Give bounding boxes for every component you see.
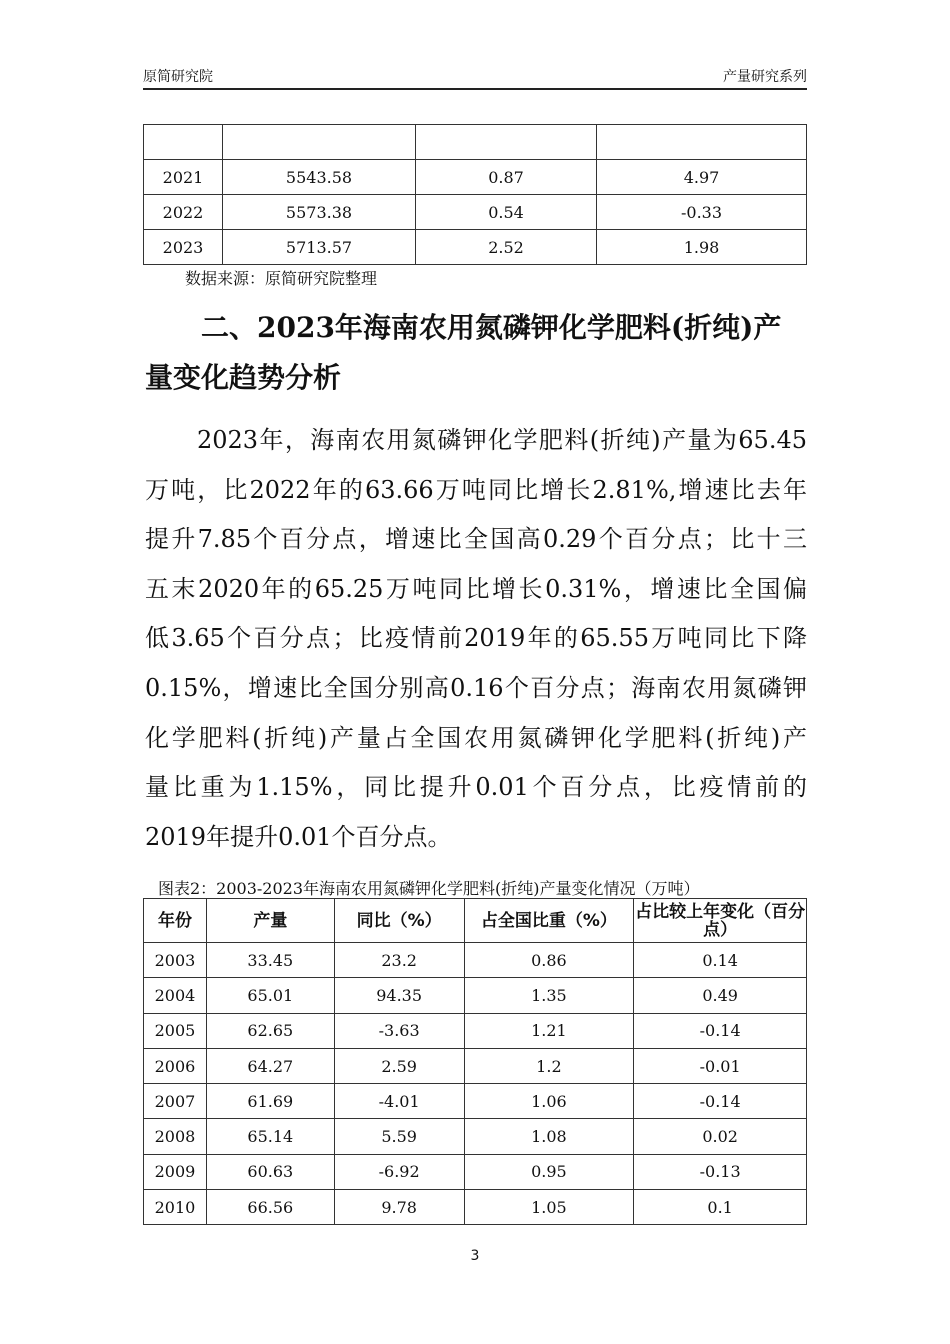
table-cell: 0.14 xyxy=(634,943,807,978)
table-cell: 0.86 xyxy=(464,943,634,978)
table-cell: 0.1 xyxy=(634,1190,807,1225)
paragraph-line: 化学肥料(折纯)产量占全国农用氮磷钾化学肥料(折纯)产 xyxy=(145,723,807,752)
table-cell: 0.95 xyxy=(464,1154,634,1189)
table-cell: 0.02 xyxy=(634,1119,807,1154)
table-cell: 1.21 xyxy=(464,1013,634,1048)
table-cell: 2006 xyxy=(144,1048,207,1083)
table-cell: 1.08 xyxy=(464,1119,634,1154)
hainan-production-table xyxy=(143,898,807,1225)
table-cell: 0.49 xyxy=(634,978,807,1013)
table-cell: 1.35 xyxy=(464,978,634,1013)
table-cell: 0.54 xyxy=(416,195,597,230)
table-cell: 5713.57 xyxy=(223,230,416,265)
table-cell: 23.2 xyxy=(334,943,464,978)
table-row xyxy=(144,978,807,1013)
table-cell: 1.98 xyxy=(597,230,807,265)
paragraph-line: 0.15%，增速比全国分别高0.16个百分点；海南农用氮磷钾 xyxy=(145,674,807,702)
table-cell: 62.65 xyxy=(206,1013,334,1048)
table-cell: 2.59 xyxy=(334,1048,464,1083)
paragraph-line: 五末2020年的65.25万吨同比增长0.31%，增速比全国偏 xyxy=(145,574,807,603)
table-cell: -6.92 xyxy=(334,1154,464,1189)
paragraph-line: 量比重为1.15%，同比提升0.01个百分点，比疫情前的 xyxy=(145,773,807,802)
page-number: 3 xyxy=(470,1248,480,1264)
table-cell: 60.63 xyxy=(206,1154,334,1189)
table-row xyxy=(144,1190,807,1225)
table-row xyxy=(144,1048,807,1083)
table-cell: -0.14 xyxy=(634,1084,807,1119)
table-cell: 4.97 xyxy=(597,160,807,195)
table-cell: -0.33 xyxy=(597,195,807,230)
table-cell xyxy=(597,125,807,160)
paragraph-line: 低3.65个百分点；比疫情前2019年的65.55万吨同比下降 xyxy=(145,624,807,653)
table-cell: 0.87 xyxy=(416,160,597,195)
national-production-table xyxy=(143,124,807,265)
paragraph-line: 2023年，海南农用氮磷钾化学肥料(折纯)产量为65.45 xyxy=(197,426,807,454)
header-rule xyxy=(143,88,807,90)
paragraph-line: 万吨，比2022年的63.66万吨同比增长2.81%,增速比去年 xyxy=(145,475,807,504)
section-heading-line-2: 量变化趋势分析 xyxy=(145,361,342,394)
table-cell: 65.01 xyxy=(206,978,334,1013)
table-cell: 2007 xyxy=(144,1084,207,1119)
section-heading-line-1: 二、2023年海南农用氮磷钾化学肥料(折纯)产 xyxy=(201,311,782,344)
table-cell: 33.45 xyxy=(206,943,334,978)
table-row xyxy=(144,230,807,265)
column-header: 年份 xyxy=(144,899,207,943)
column-header: 占全国比重（%） xyxy=(464,899,634,943)
table-cell: 5573.38 xyxy=(223,195,416,230)
table-cell: -0.13 xyxy=(634,1154,807,1189)
table-cell: 2.52 xyxy=(416,230,597,265)
table-cell: 2022 xyxy=(144,195,223,230)
column-header: 占比较上年变化（百分点） xyxy=(634,899,807,943)
table-cell: 2008 xyxy=(144,1119,207,1154)
table-cell: 2021 xyxy=(144,160,223,195)
table-row xyxy=(144,1084,807,1119)
column-header: 产量 xyxy=(206,899,334,943)
header-right: 产量研究系列 xyxy=(723,69,807,85)
table-cell: 5543.58 xyxy=(223,160,416,195)
table-cell: 2010 xyxy=(144,1190,207,1225)
table-cell: -3.63 xyxy=(334,1013,464,1048)
table-cell xyxy=(144,125,223,160)
table-row xyxy=(144,943,807,978)
table-row xyxy=(144,125,807,160)
table-cell xyxy=(223,125,416,160)
table-cell: 64.27 xyxy=(206,1048,334,1083)
table-cell: 65.14 xyxy=(206,1119,334,1154)
table-cell: 66.56 xyxy=(206,1190,334,1225)
table-cell: -0.14 xyxy=(634,1013,807,1048)
header-left: 原简研究院 xyxy=(143,69,213,85)
table-cell: -4.01 xyxy=(334,1084,464,1119)
table-cell: 2023 xyxy=(144,230,223,265)
table-cell: 9.78 xyxy=(334,1190,464,1225)
table-cell: 2009 xyxy=(144,1154,207,1189)
table-cell: 61.69 xyxy=(206,1084,334,1119)
paragraph-line: 提升7.85个百分点，增速比全国高0.29个百分点；比十三 xyxy=(145,525,807,554)
table-cell: 5.59 xyxy=(334,1119,464,1154)
table-cell: 2004 xyxy=(144,978,207,1013)
column-header: 同比（%） xyxy=(334,899,464,943)
table-row xyxy=(144,195,807,230)
table-cell: 1.05 xyxy=(464,1190,634,1225)
table-row xyxy=(144,1013,807,1048)
table-cell: -0.01 xyxy=(634,1048,807,1083)
table-row xyxy=(144,1154,807,1189)
table-cell: 2003 xyxy=(144,943,207,978)
data-source-note: 数据来源：原简研究院整理 xyxy=(185,269,378,288)
table-cell: 1.06 xyxy=(464,1084,634,1119)
table-caption: 图表2：2003-2023年海南农用氮磷钾化学肥料(折纯)产量变化情况（万吨） xyxy=(158,879,700,898)
table-row xyxy=(144,160,807,195)
table-cell xyxy=(416,125,597,160)
table-cell: 1.2 xyxy=(464,1048,634,1083)
paragraph-line: 2019年提升0.01个百分点。 xyxy=(145,822,452,851)
table-cell: 2005 xyxy=(144,1013,207,1048)
table-row xyxy=(144,1119,807,1154)
table-cell: 94.35 xyxy=(334,978,464,1013)
